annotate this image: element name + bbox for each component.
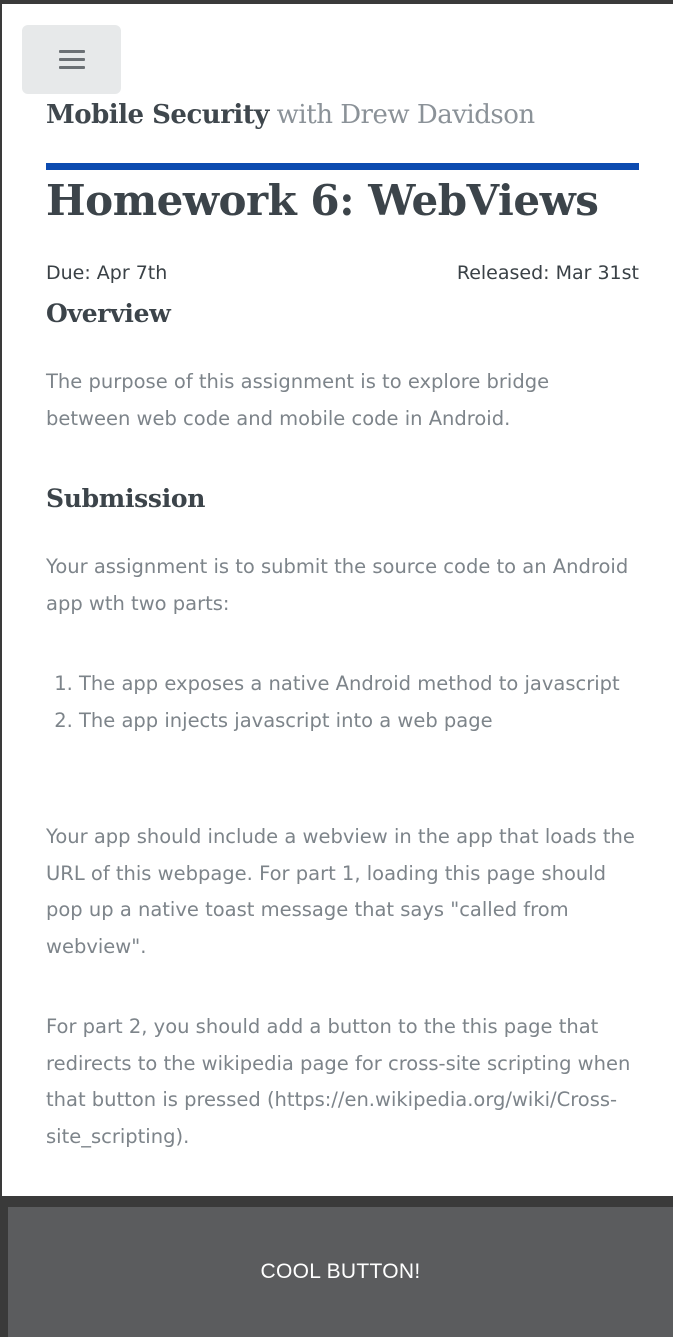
menu-button[interactable] bbox=[22, 25, 121, 94]
cool-button[interactable]: COOL BUTTON! bbox=[8, 1207, 673, 1337]
submission-intro: Your assignment is to submit the source code to an Android app wth two parts: bbox=[46, 555, 629, 615]
release-date: Released: Mar 31st bbox=[456, 262, 639, 284]
list-item: 2. The app injects javascript into a web page bbox=[79, 703, 639, 740]
course-byline: with Drew Davidson bbox=[276, 100, 535, 130]
due-date: Due: Apr 7th bbox=[46, 262, 168, 284]
header-rule bbox=[46, 163, 639, 170]
page-title: Homework 6: WebViews bbox=[46, 176, 599, 225]
part2-text: For part 2, you should add a button to the this page that redirects to the wikipedia page for cross-site scripting when that button is pressed (https://en.wikipedia.org/wiki/Cross-site_scripting). bbox=[46, 1015, 631, 1148]
overview-heading: Overview bbox=[46, 299, 171, 328]
site-title[interactable] bbox=[46, 100, 535, 130]
webview bbox=[2, 4, 673, 1196]
course-name: Mobile Security bbox=[46, 100, 269, 130]
list-item: 1. The app exposes a native Android method to javascript bbox=[79, 666, 639, 703]
requirements-list bbox=[46, 666, 639, 739]
part1-text: Your app should include a webview in the app that loads the URL of this webpage. For part 1, loading this page should pop up a native toast message that says "called from webview". bbox=[46, 825, 635, 958]
hamburger-menu-icon bbox=[59, 50, 85, 70]
submission-heading: Submission bbox=[46, 484, 206, 513]
overview-text: The purpose of this assignment is to explore bridge between web code and mobile code in Android. bbox=[46, 370, 550, 430]
